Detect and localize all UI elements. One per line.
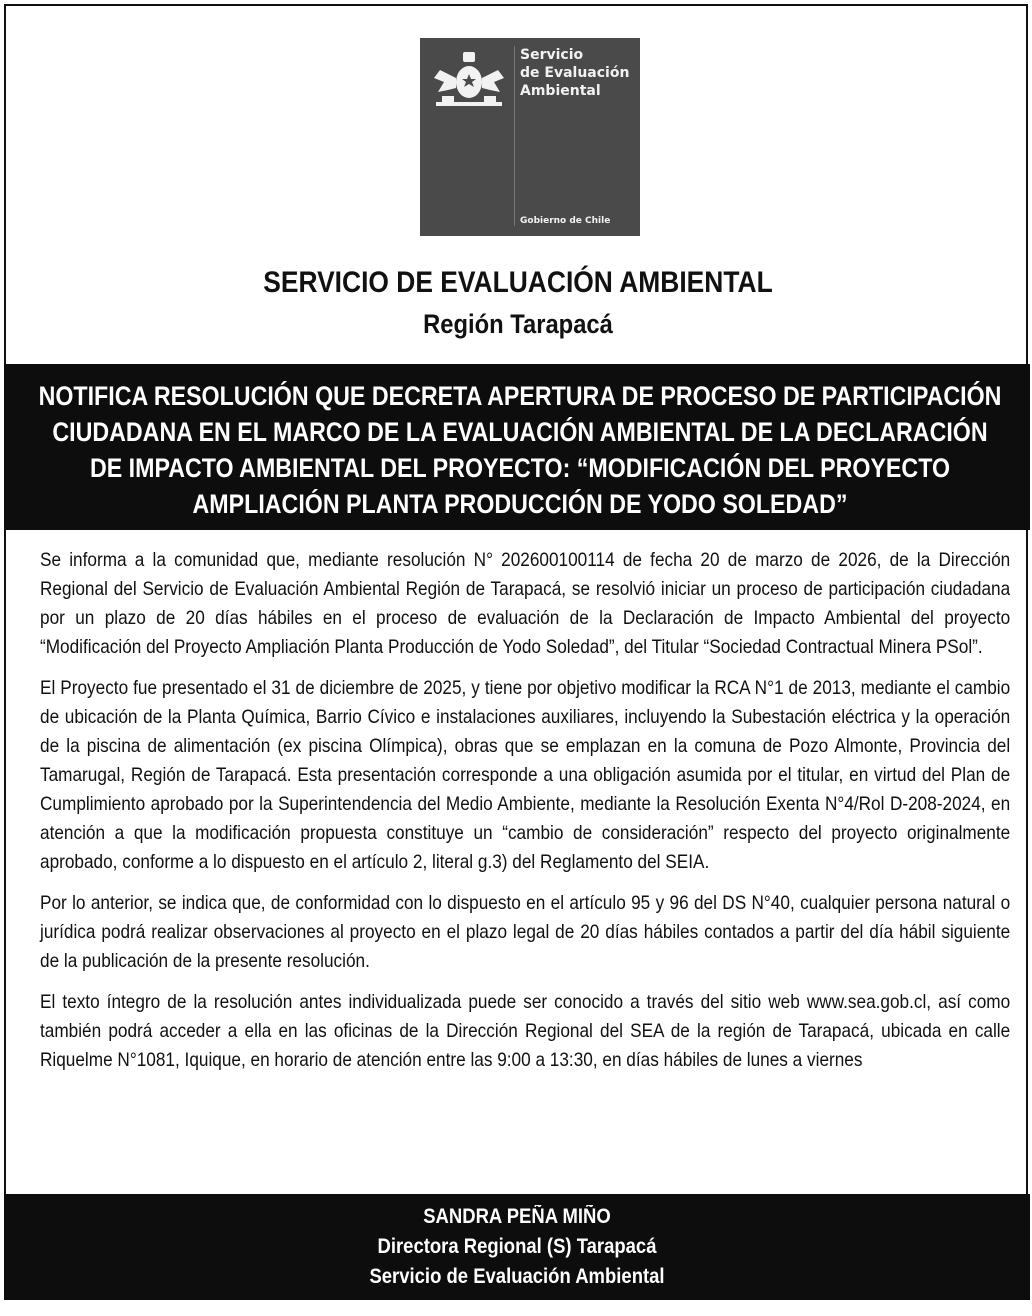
body-paragraph (40, 988, 1010, 1075)
sea-logo (420, 38, 640, 236)
notice-title: NOTIFICA RESOLUCIÓN QUE DECRETA APERTURA DE PROCESO DE PARTICIPACIÓN CIUDADANA EN EL MARCO DE LA EVALUACIÓN AMBIENTAL DE LA DECLARACIÓN DE IMPACTO AMBIENTAL DEL PROYECTO: “MODIFICACIÓN DEL PROYECTO AMPLIACIÓN PLANTA PRODUCCIÓN DE YODO SOLEDAD” (38, 381, 1002, 519)
logo-government-label: Gobierno de Chile (520, 216, 611, 226)
body-paragraph (40, 674, 1010, 877)
logo-wordmark: Servicio de Evaluación Ambiental (520, 47, 630, 99)
coat-of-arms-icon (426, 48, 512, 114)
signatory-role: Directora Regional (S) Tarapacá (377, 1235, 657, 1258)
page-subtitle: Región Tarapacá (423, 309, 613, 339)
notice-frame (4, 4, 1028, 1300)
signatory-name: SANDRA PEÑA MIÑO (423, 1205, 611, 1228)
signatory-organization: Servicio de Evaluación Ambiental (369, 1265, 665, 1288)
notice-title-banner (4, 364, 1030, 530)
page-heading (6, 262, 1030, 344)
body-paragraph (40, 889, 1010, 976)
page-title: SERVICIO DE EVALUACIÓN AMBIENTAL (263, 266, 773, 299)
body-paragraph-text: Se informa a la comunidad que, mediante resolución N° 202600100114 de fecha 20 de marzo de 2026, de la Dirección Regional del Servicio de Evaluación Ambiental Región de Tarapacá, se resolvió iniciar un proceso de participación ciudadana por un plazo de 20 días hábiles en el proceso de evaluación de la Declaración de Impacto Ambiental del proyecto “Modificación del Proyecto Ampliación Planta Producción de Yodo Soledad”, del Titular “Sociedad Contractual Minera PSol”. (40, 549, 1011, 658)
body-paragraph (40, 546, 1010, 662)
body-paragraph-text: Por lo anterior, se indica que, de conformidad con lo dispuesto en el artículo 95 y 96 del DS N°40, cualquier persona natural o jurídica podrá realizar observaciones al proyecto en el plazo legal de 20 días hábiles contados a partir del día hábil siguiente de la publicación de la presente resolución. (40, 892, 1011, 972)
body-paragraph-text: El Proyecto fue presentado el 31 de diciembre de 2025, y tiene por objetivo modificar la RCA N°1 de 2013, mediante el cambio de ubicación de la Planta Química, Barrio Cívico e instalaciones auxiliares, incluyendo la Subestación eléctrica y la operación de la piscina de alimentación (ex piscina Olímpica), obras que se emplazan en la comuna de Pozo Almonte, Provincia del Tamarugal, Región de Tarapacá. Esta presentación corresponde a una obligación asumida por el titular, en virtud del Plan de Cumplimiento aprobado por la Superintendencia del Medio Ambiente, mediante la Resolución Exenta N°4/Rol D-208-2024, en atención a que la modificación propuesta constituye un “cambio de consideración” respecto del proyecto originalmente aprobado, conforme a lo dispuesto en el artículo 2, literal g.3) del Reglamento del SEIA. (40, 677, 1011, 873)
logo-divider (514, 46, 515, 226)
signature-block (4, 1194, 1030, 1300)
notice-body (40, 546, 1010, 1087)
body-paragraph-text: El texto íntegro de la resolución antes individualizada puede ser conocido a través del sitio web www.sea.gob.cl, así como también podrá acceder a ella en las oficinas de la Dirección Regional del SEA de la región de Tarapacá, ubicada en calle Riquelme N°1081, Iquique, en horario de atención entre las 9:00 a 13:30, en días hábiles de lunes a viernes (40, 991, 1011, 1071)
